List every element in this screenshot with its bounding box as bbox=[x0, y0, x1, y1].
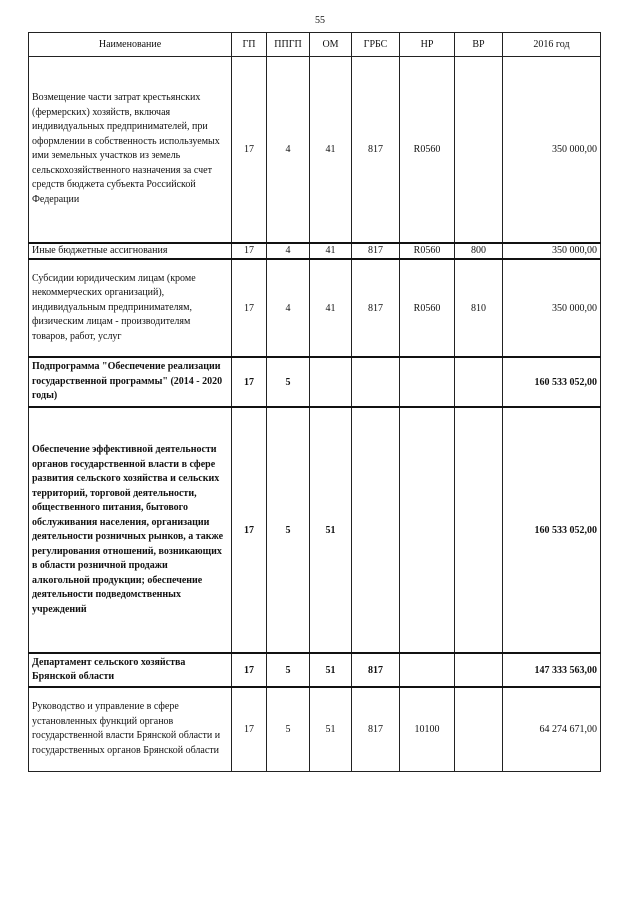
row-amount: 350 000,00 bbox=[503, 243, 601, 260]
row-grbs bbox=[352, 357, 400, 407]
table-header-row bbox=[29, 33, 601, 57]
row-name: Иные бюджетные ассигнования bbox=[29, 243, 232, 260]
row-om: 41 bbox=[310, 259, 352, 357]
row-ppgp: 4 bbox=[267, 57, 310, 243]
table-row bbox=[29, 357, 601, 407]
row-np: R0560 bbox=[400, 57, 455, 243]
row-grbs: 817 bbox=[352, 243, 400, 260]
row-np: R0560 bbox=[400, 243, 455, 260]
row-name: Департамент сельского хозяйства Брянской области bbox=[29, 653, 232, 687]
table-row bbox=[29, 259, 601, 357]
row-vr bbox=[455, 653, 503, 687]
row-np bbox=[400, 357, 455, 407]
row-amount: 350 000,00 bbox=[503, 259, 601, 357]
row-name: Подпрограмма "Обеспечение реализации государственной программы" (2014 - 2020 годы) bbox=[29, 357, 232, 407]
row-om: 51 bbox=[310, 653, 352, 687]
col-header-grbs: ГРБС bbox=[352, 33, 400, 57]
row-np: 10100 bbox=[400, 687, 455, 771]
col-header-name: Наименование bbox=[29, 33, 232, 57]
page-number: 55 bbox=[315, 15, 325, 26]
row-amount: 160 533 052,00 bbox=[503, 357, 601, 407]
row-vr bbox=[455, 357, 503, 407]
budget-table bbox=[28, 32, 601, 772]
row-gp: 17 bbox=[232, 407, 267, 653]
row-name: Руководство и управление в сфере установленных функций органов государственной власти Брянской области и государственных органов Брянской области bbox=[29, 687, 232, 771]
row-gp: 17 bbox=[232, 57, 267, 243]
row-om: 41 bbox=[310, 57, 352, 243]
row-grbs: 817 bbox=[352, 259, 400, 357]
row-vr bbox=[455, 407, 503, 653]
col-header-year: 2016 год bbox=[503, 33, 601, 57]
row-np bbox=[400, 407, 455, 653]
row-gp: 17 bbox=[232, 653, 267, 687]
row-name: Субсидии юридическим лицам (кроме некоммерческих организаций), индивидуальным предпринимателям, физическим лицам - производителям товаров, работ, услуг bbox=[29, 259, 232, 357]
table-row bbox=[29, 407, 601, 653]
row-np: R0560 bbox=[400, 259, 455, 357]
row-grbs: 817 bbox=[352, 687, 400, 771]
row-grbs: 817 bbox=[352, 653, 400, 687]
table-row bbox=[29, 243, 601, 260]
row-grbs bbox=[352, 407, 400, 653]
row-amount: 147 333 563,00 bbox=[503, 653, 601, 687]
row-gp: 17 bbox=[232, 687, 267, 771]
row-ppgp: 5 bbox=[267, 407, 310, 653]
row-vr bbox=[455, 687, 503, 771]
col-header-np: НР bbox=[400, 33, 455, 57]
row-om: 51 bbox=[310, 407, 352, 653]
row-np bbox=[400, 653, 455, 687]
row-gp: 17 bbox=[232, 259, 267, 357]
table-row bbox=[29, 57, 601, 243]
row-gp: 17 bbox=[232, 357, 267, 407]
row-om bbox=[310, 357, 352, 407]
row-ppgp: 5 bbox=[267, 653, 310, 687]
col-header-vr: ВР bbox=[455, 33, 503, 57]
row-grbs: 817 bbox=[352, 57, 400, 243]
row-vr: 800 bbox=[455, 243, 503, 260]
row-om: 51 bbox=[310, 687, 352, 771]
table-row bbox=[29, 653, 601, 687]
row-name: Возмещение части затрат крестьянских (фермерских) хозяйств, включая индивидуальных предпринимателей, при оформлении в собственность используемых ими земельных участков из земель сельскохозяйственного назначения за счет средств бюджета субъекта Российской Федерации bbox=[29, 57, 232, 243]
row-amount: 160 533 052,00 bbox=[503, 407, 601, 653]
col-header-om: ОМ bbox=[310, 33, 352, 57]
row-name: Обеспечение эффективной деятельности органов государственной власти в сфере развития сельского хозяйства и сельских территорий, торговой деятельности, общественного питания, бытового обслуживания населения, организации деятельности розничных рынков, а также регулирования отношений, возникающих в области розничной продажи алкогольной продукции; обеспечение деятельности подведомственных учреждений bbox=[29, 407, 232, 653]
row-ppgp: 5 bbox=[267, 687, 310, 771]
col-header-ppgp: ППГП bbox=[267, 33, 310, 57]
row-vr: 810 bbox=[455, 259, 503, 357]
row-ppgp: 4 bbox=[267, 243, 310, 260]
col-header-gp: ГП bbox=[232, 33, 267, 57]
row-ppgp: 5 bbox=[267, 357, 310, 407]
table-row bbox=[29, 687, 601, 771]
row-vr bbox=[455, 57, 503, 243]
row-om: 41 bbox=[310, 243, 352, 260]
row-gp: 17 bbox=[232, 243, 267, 260]
row-amount: 64 274 671,00 bbox=[503, 687, 601, 771]
row-amount: 350 000,00 bbox=[503, 57, 601, 243]
row-ppgp: 4 bbox=[267, 259, 310, 357]
